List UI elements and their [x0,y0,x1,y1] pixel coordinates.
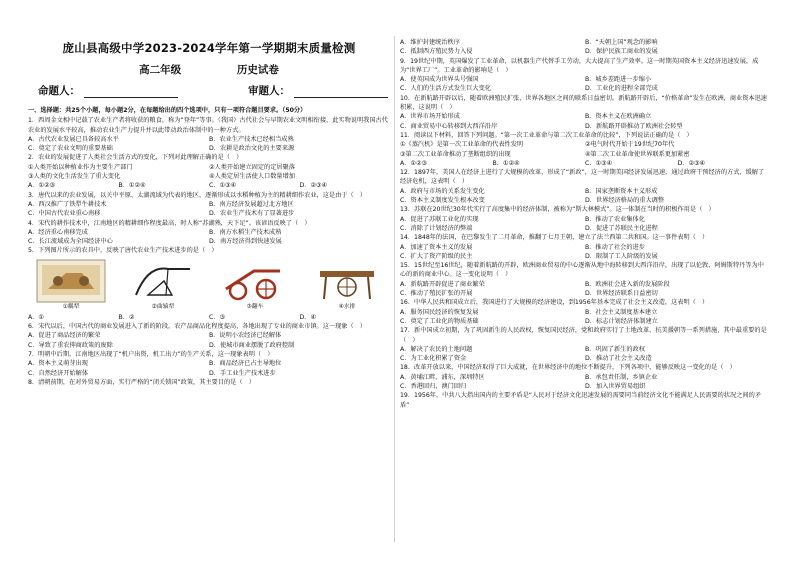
option: C．中国古代农业重心南移 [28,210,101,218]
option: A．①②③ [28,182,56,190]
option: A．解决了农民的土地问题 [400,345,473,353]
option: A．黄埔江畔、浦东，深圳特区 [400,373,485,381]
question-10-options [400,112,770,131]
statement: ①《蒸汽机》是第一次工业革命的代表性发明 [400,141,524,149]
option: C．奠定了工业化的物质基础 [400,317,479,325]
option: B．资本主义在欧洲确立 [585,113,652,121]
option: C．自然经济开始解体 [28,369,89,377]
question-11: 11．阅读以下材料，回答下列问题。“第一次工业革命与第二次工业革命的比较”，下列说法正确的是（ ） [400,131,693,139]
question-13: 13．苏联在20世纪30年代实行了高度集中的经济体制，被称为“斯大林模式”。这一体制在当时的积极作用是（ ） [400,206,715,214]
option: D．限制了工人阶级的发展 [585,252,658,260]
option: D．南方经济得到快速发展 [209,238,282,246]
option: A．经济重心南移完成 [28,228,88,236]
right-column [400,0,770,562]
subject-label: 历史试卷 [236,64,279,76]
question-10: 10．在新航路开辟以后，随着欧洲殖民扩张，世界各地区之间的联系日益密切。新航路开辟后，“价格革命”发生在欧洲，商业资本迅速积累，这说明（ ） [400,94,767,112]
question-13-options [400,215,770,234]
option: B．② [118,313,135,321]
option: D．促进了苏联民主化进程 [585,224,658,232]
option: A．加速了资本主义的发展 [400,243,473,251]
reviewer-label: 审题人： [248,85,290,97]
option: B．南方水稻生产技术成熟 [209,228,282,236]
option: D．农耕是政治文化的主要来源 [209,145,295,153]
question-12: 12．1897年，美国人在经济上进行了大规模的改革，形成了“新政”，这一时期美国经济发展迅速，通过政府干预经济的方式，缓解了经济危机，这表明（ ） [400,169,765,186]
question-12-options [400,187,770,206]
exam-title: 庞山县高级中学2023-2024学年第一学期期末质量检测 [62,41,356,55]
water-bellows-illustration [312,259,382,303]
option: A．资本主义萌芽出现 [28,360,88,368]
question-11-items [400,140,770,159]
option: B．①②④ [492,159,520,167]
option: B．“天朝上国”观念的影响 [585,39,658,46]
question-18: 18．改革开放以来，中国经济取得了巨大成就，在世界经济中的地位不断提升，下列各项中，能够反映这一变化的是（ ） [400,364,736,372]
option: A．政府与市场的关系发生变化 [400,187,485,195]
column-divider [394,36,395,542]
option: D．世界经济格局的重大调整 [585,197,665,205]
question-9: 9．19世纪中期，英国爆发了工业革命，以机器生产代替手工劳动，大大提高了生产效率。这一时期英国资本主义经济迅速发展，成为“世界工厂”。工业革命的影响是（ ） [400,57,759,74]
option: C．消除了计划经济的弊端 [400,224,473,232]
question-19: 19．1956年，中共八大指出国内的主要矛盾是“人民对于经济文化迅速发展的需要同当前经济文化不能满足人民需要的状况之间的矛盾” [400,392,761,409]
question-3-options [28,200,390,219]
reviewer-field [248,83,388,98]
setter-label: 命题人： [38,85,80,97]
question-4: 4．宋代的耕作技术中，江南地区的精耕细作程度最高，时人称“苏湖熟，天下足”。该谚语反映了（ ） [28,219,311,227]
question-2-items [28,163,390,182]
section-heading: 一、选择题：共25个小题，每小题2分，在每题给出的四个选项中，只有一项符合题目要求。（50分） [28,107,307,114]
option: D．②③④ [677,159,706,167]
option: A．西汉推广了铁犁牛耕技术 [28,200,107,208]
setter-blank [84,86,178,98]
question-5: 5．下列图片所示的农具中，反映了唐代农业生产技术进步的是（ ） [28,247,218,255]
option: D．②③④ [299,182,328,190]
question-17-options [400,345,770,364]
option: A．维护封建统治秩序 [400,39,460,46]
plough-illustration [36,259,106,303]
option: C．推动了殖民扩张的开展 [400,290,473,298]
option: C．导致了重农抑商政策的废除 [28,341,113,349]
question-2: 2．农业的发展促进了人类社会生活方式的变化，下列对此理解正确的是（ ） [28,154,243,162]
question-18-options [400,373,770,392]
option: A．新航路开辟促进了商业繁荣 [400,280,485,288]
question-4-options [28,228,390,247]
statement: ②人类开始建立固定的定居聚落 [209,163,295,171]
option: C．扩大了资产阶级的民主 [400,252,473,260]
statement: ③第二次工业革命推动了垄断组织的出现 [400,150,511,158]
option: B．①②④ [118,182,146,190]
option: C．抵制西方殖民势力入侵 [400,48,473,56]
option: D．④ [299,313,316,321]
question-11-options [400,159,770,168]
option: B．国家垄断资本主义形成 [585,187,658,195]
question-16: 16．中华人民共和国成立后，我国进行了大规模的经济建设，到1956年基本完成了社会主义改造，这表明（ ） [400,299,709,307]
question-17: 17．新中国成立初期，为了巩固新生的人民政权，恢复国民经济，党和政府实行了土地改革、抗美援朝等一系列措施，其中最重要的是（ ） [400,327,767,344]
question-3: 3．唐代以来的农业发展，以关中平原、太湖流域为代表的地区，逐渐形成以水稻种植为主的精耕细作农业，这是由于（ ） [28,191,367,199]
question-15: 15．15世纪至16世纪，随着新航路的开辟，欧洲商业贸易的中心逐渐从地中海转移到大西洋沿岸，出现了以伦敦、阿姆斯特丹等为中心的新的商业中心。这一变化说明（ ） [400,262,764,279]
option: D．手工业生产技术进步 [209,369,276,377]
tool-figures [28,259,390,311]
question-9-options [400,75,770,94]
option: D．新航路开辟推动了欧洲社会转型 [585,122,683,130]
statement: ②电气时代开始于19世纪70年代 [585,141,675,149]
figure-water-bellows [306,259,388,311]
option: B．说明小农经济已经解体 [209,332,282,340]
question-8: 8．清朝前期，在对外贸易方面，实行严格的“闭关锁国”政策，其主要目的是（ ） [28,378,255,386]
question-7-options [28,359,390,378]
option: B．城乡差距进一步缩小 [585,76,652,84]
figure-plough [30,259,112,311]
option: D．保护民族工商业的发展 [585,48,658,56]
option: B．欧洲社会进入新的发展阶段 [585,280,670,288]
author-row [38,83,388,98]
option: C．为工业化积累了资金 [400,355,467,363]
option: D．推动了社会主义改造 [585,355,652,363]
option: A．古代农业发展已具备较高水平 [28,135,119,143]
option: A．①②③ [400,159,428,167]
option: D．使城市商业摆脱了政府控制 [209,341,295,349]
figure-caption: ①耦犁 [62,303,80,310]
option: C．资本主义制度发生根本改变 [400,197,485,205]
question-16-options [400,308,770,327]
question-14: 14．1848年的法国，在巴黎发生了二月革命，推翻了七月王朝，建立了法兰西第二共和国。这一事件表明（ ） [400,234,709,242]
question-6: 6．宋代以后，中国古代的商业发展进入了新的阶段，农产品商品化程度提高，各地出现了专业的商业市镇。这一现象（ ） [28,323,367,331]
statement: ④第二次工业革命使世界联系更加紧密 [585,150,690,158]
option: D．工业化的进程全部完成 [585,85,658,93]
option: D．农业生产技术有了显著进步 [209,210,295,218]
option: A．促进了商品经济的繁荣 [28,332,101,340]
option: B．社会主义制度基本建立 [585,308,658,316]
option: D．标志计划经济体制建立 [585,317,658,325]
option: C．人们的生活方式发生巨大变化 [400,85,491,93]
figure-curved-plough [122,259,204,311]
right-question-body [400,38,770,410]
option: B．南方经济发展超过北方地区 [209,200,294,208]
exam-subtitle [28,62,390,77]
figure-caption: ②曲辕犁 [151,303,175,310]
option: A．促进了苏联工业化的实现 [400,215,479,223]
figure-water-wheel [214,259,296,311]
question-2-options [28,181,390,190]
question-7: 7．明朝中后期，江南地区出现了“机户出资，机工出力”的生产关系，这一现象表明（ ） [28,350,274,358]
statement: ①人类开始以种植业作为主要生产部门 [28,163,133,171]
left-question-body [28,106,390,387]
option: C．①③④ [209,182,237,190]
left-column [28,0,390,562]
question-5-options [28,313,390,322]
water-wheel-illustration [220,259,290,303]
figure-caption: ③翻车 [246,303,264,310]
grade-label: 高二年级 [139,64,182,76]
question-15-options [400,280,770,299]
option: B．推动了农业集体化 [585,215,645,223]
figure-caption: ④水排 [338,303,356,310]
setter-field [38,83,178,98]
option: C．奠定了农业文明的重要基础 [28,145,113,153]
option: A．世界市场开始形成 [400,113,460,121]
option: B．巩固了新生的政权 [585,345,645,353]
option: B．商品经济已占主导地位 [209,360,282,368]
option: D．加入世界贸易组织 [585,382,646,390]
option: A．① [28,313,44,321]
option: B．农业生产技术已经相当成熟 [209,135,294,143]
option: C．③ [209,313,226,321]
question-1: 1．西周金文相中记载了农业生产者将收获的粮食，称为“登年”等事。（我国）古代社会与早期农业文明相衔接，此实物说明我国古代农业的发展水平较高，推动农业生产力提升并以此带动政治体制中的一种方式。 [28,117,388,134]
question-14-options [400,243,770,262]
option: A．使英国成为世界头号强国 [400,76,479,84]
option: A．服务国民经济的恢复发展 [400,308,479,316]
option: C．商业贸易中心转移到大西洋沿岸 [400,122,498,130]
option: D．世界经济联系日益密切 [585,290,658,298]
question-6-options [28,331,390,350]
option: C．①③④ [585,159,613,167]
option: B．承包责任制，乡镇企业 [585,373,658,381]
option: C．香港回归，澳门回归 [400,382,467,390]
curved-plough-illustration [128,259,198,303]
question-1-options [28,135,390,154]
option: B．推动了社会的进步 [585,243,645,251]
statement: ④人类定居生活使人口数量增加 [209,173,295,181]
reviewer-blank [294,86,388,98]
option: C．长江流域成为全国经济中心 [28,238,113,246]
question-8-options [400,38,770,57]
statement: ③人类的文化生活发生了重大变化 [28,173,121,181]
